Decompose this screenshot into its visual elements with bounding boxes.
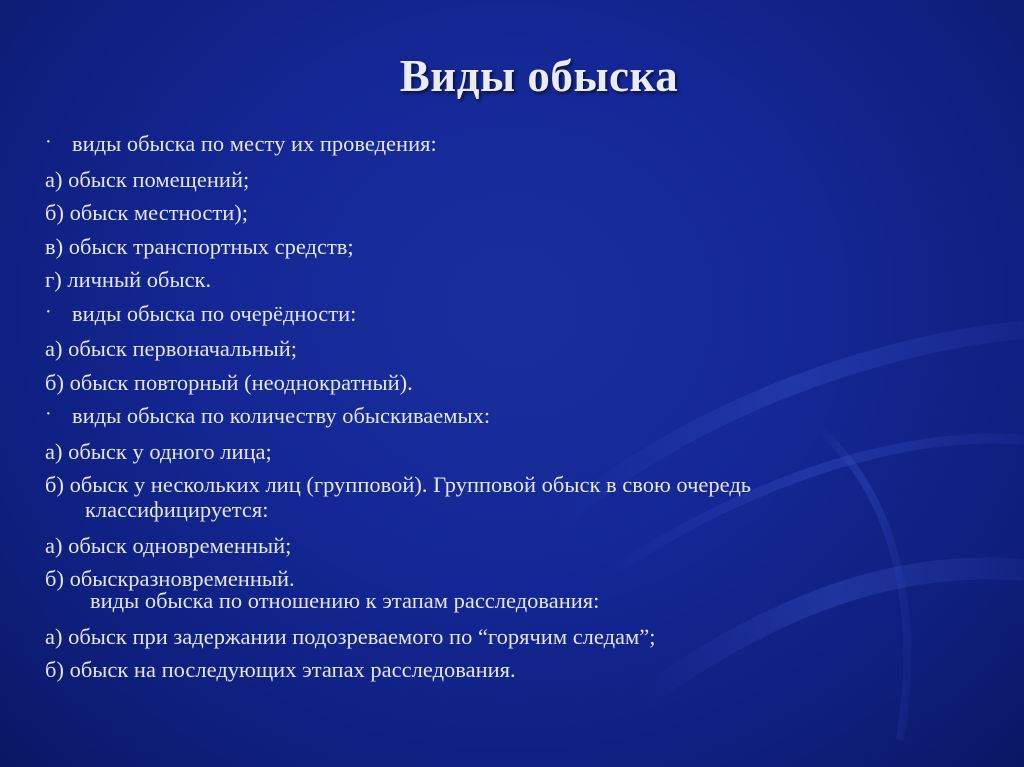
slide-title: Виды обыска — [399, 51, 679, 101]
bullet-glyph: · — [45, 131, 52, 153]
list-item: б) обыск у нескольких лиц (групповой). Групповой обыск в свою очередь — [45, 472, 752, 497]
slide-content — [45, 127, 985, 687]
list-bullet-quantity — [45, 399, 985, 435]
list-heading-stages: виды обыска по отношению к этапам расследования: — [90, 587, 600, 613]
list-item: а) обыск у одного лица; — [45, 438, 272, 464]
list-text: виды обыска по очерёдности: — [72, 300, 357, 326]
bullet-glyph: · — [45, 403, 52, 425]
list-item: а) обыск одновременный; — [45, 532, 292, 558]
list-item: б) обыск повторный (неоднократный). — [45, 369, 413, 395]
list-item: б) обыскразновременный. — [45, 566, 295, 591]
list-item: г) личный обыск. — [45, 267, 212, 292]
list-item: а) обыск при задержании подозреваемого по “горячим следам”; — [45, 623, 656, 649]
list-item: б) обыск местности); — [45, 200, 248, 225]
list-item: б) обыск на последующих этапах расследования. — [45, 657, 516, 682]
list-text: виды обыска по месту их проведения: — [72, 131, 437, 156]
list-item: а) обыск помещений; — [45, 166, 250, 192]
list-item-continuation: классифицируется: — [85, 496, 269, 522]
list-bullet-place — [45, 127, 985, 163]
list-text: виды обыска по количеству обыскиваемых: — [72, 403, 491, 428]
list-item: а) обыск первоначальный; — [45, 336, 298, 361]
bullet-glyph: · — [45, 300, 52, 323]
list-bullet-order — [45, 297, 985, 333]
list-item: в) обыск транспортных средств; — [45, 233, 354, 259]
